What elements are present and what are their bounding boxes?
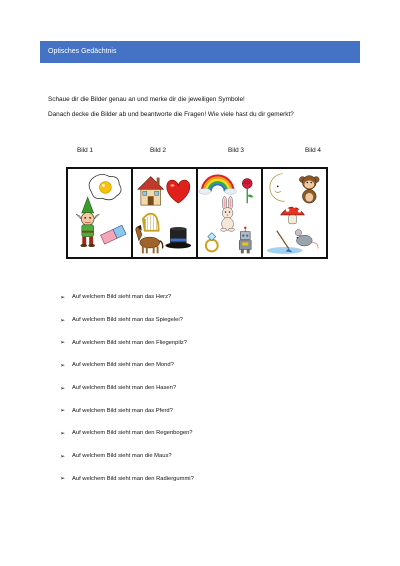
question-text: Auf welchem Bild sieht man die Maus? [72, 453, 172, 460]
picture-3-svg [198, 169, 261, 257]
question-list [60, 286, 194, 490]
bullet-arrow-icon: ➢ [60, 408, 66, 415]
question-item [60, 445, 194, 468]
label-bild-2: Bild 2 [150, 147, 166, 154]
instruction-line-1: Schaue dir die Bilder genau an und merke dir die jeweiligen Symbole! [48, 96, 245, 103]
question-text: Auf welchem Bild sieht man den Regenbogen? [72, 430, 193, 437]
elf-icon [76, 197, 100, 247]
mouse-icon [267, 230, 318, 254]
heart-icon [167, 180, 190, 203]
page-header [40, 41, 360, 63]
question-text: Auf welchem Bild sieht man das Pferd? [72, 407, 173, 414]
question-item [60, 377, 194, 400]
question-text: Auf welchem Bild sieht man den Mond? [72, 362, 174, 369]
ring-icon [206, 233, 218, 252]
question-item [60, 331, 194, 354]
question-item [60, 354, 194, 377]
picture-board [66, 167, 328, 259]
bullet-arrow-icon: ➢ [60, 294, 66, 301]
bullet-arrow-icon: ➢ [60, 362, 66, 369]
rabbit-icon [221, 196, 235, 231]
question-item [60, 422, 194, 445]
robot-icon [239, 227, 251, 254]
question-text: Auf welchem Bild sieht man das Spiegelei? [72, 317, 183, 324]
page-title: Optisches Gedächtnis [48, 48, 117, 55]
mushroom-icon [281, 204, 305, 223]
bullet-arrow-icon: ➢ [60, 340, 66, 347]
bullet-arrow-icon: ➢ [60, 317, 66, 324]
bullet-arrow-icon: ➢ [60, 476, 66, 483]
eraser-icon [100, 225, 126, 244]
question-item [60, 399, 194, 422]
picture-2-svg [133, 169, 196, 257]
question-text: Auf welchem Bild sieht man den Hasen? [72, 385, 177, 392]
picture-4-svg [263, 169, 326, 257]
question-item [60, 468, 194, 491]
monkey-icon [299, 176, 319, 204]
picture-cell-1 [68, 169, 133, 257]
question-item [60, 309, 194, 332]
picture-cell-3 [198, 169, 263, 257]
rose-icon [242, 179, 253, 204]
bullet-arrow-icon: ➢ [60, 453, 66, 460]
fried-egg-icon [89, 174, 121, 199]
bullet-arrow-icon: ➢ [60, 430, 66, 437]
question-text: Auf welchem Bild sieht man den Radiergummi? [72, 475, 194, 482]
label-bild-3: Bild 3 [228, 147, 244, 154]
picture-cell-4 [263, 169, 326, 257]
top-hat-icon [165, 227, 191, 248]
label-bild-4: Bild 4 [305, 147, 321, 154]
question-text: Auf welchem Bild sieht man das Herz? [72, 294, 172, 301]
picture-1-svg [68, 169, 131, 257]
instruction-line-2: Danach decke die Bilder ab und beantworte die Fragen! Wie viele hast du dir gemerkt? [48, 111, 294, 118]
moon-icon [270, 174, 285, 202]
harp-icon [143, 214, 159, 231]
question-text: Auf welchem Bild sieht man den Fliegenpilz? [72, 339, 188, 346]
rainbow-icon [199, 176, 236, 195]
house-icon [138, 177, 164, 206]
label-bild-1: Bild 1 [77, 147, 93, 154]
question-item [60, 286, 194, 309]
picture-cell-2 [133, 169, 198, 257]
bullet-arrow-icon: ➢ [60, 385, 66, 392]
